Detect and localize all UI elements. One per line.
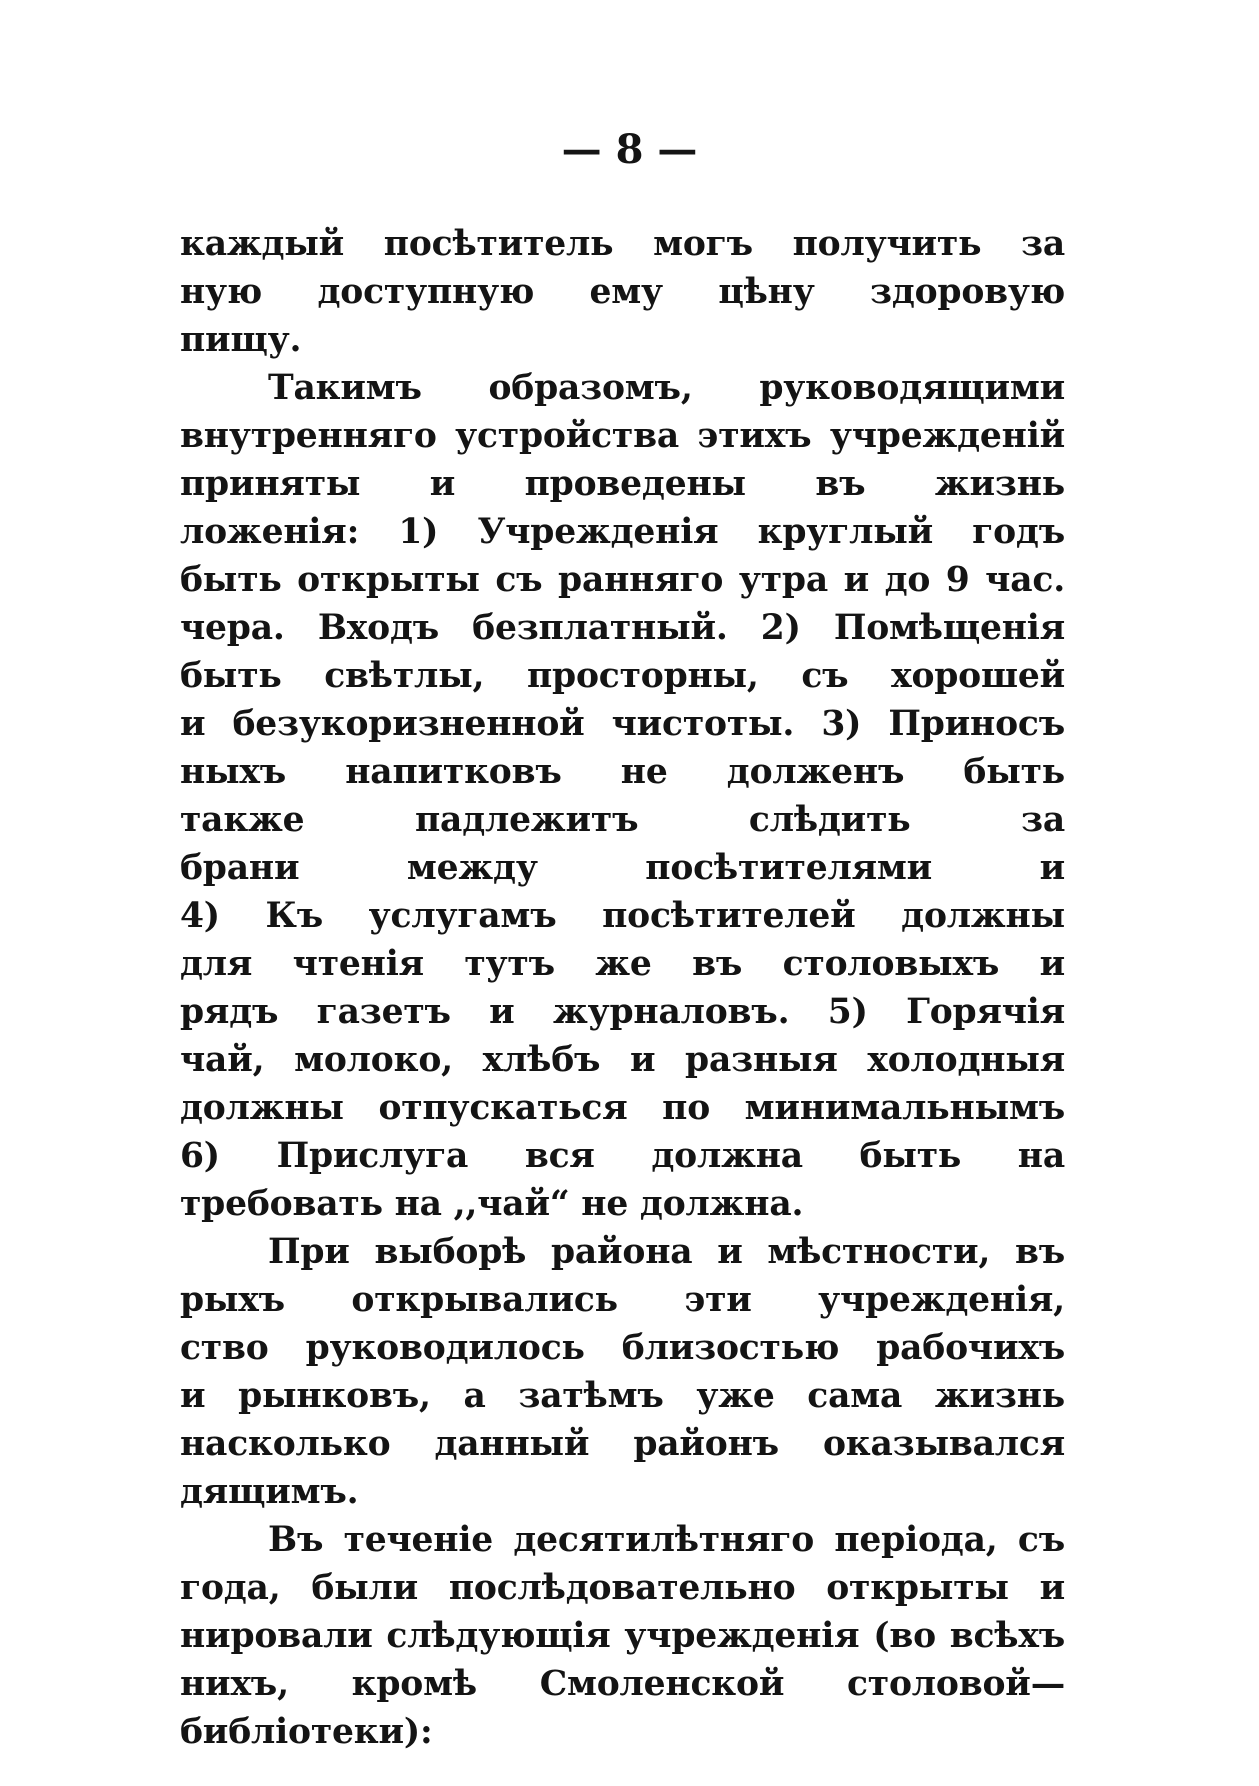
paragraph-1 xyxy=(180,220,1065,364)
text-line: приняты и проведены въ жизнь xyxy=(180,464,1065,504)
text-line: для чтенія тутъ же въ столовыхъ и xyxy=(180,944,1065,984)
text-line: ство руководилось близостью рабочихъ xyxy=(180,1328,1065,1368)
text-line: ложенія: 1) Учрежденія круглый годъ xyxy=(180,512,1065,552)
text-line: Такимъ образомъ, руководящими xyxy=(268,368,1065,408)
text-line: брани между посѣтителями и xyxy=(180,848,1065,888)
text-line: Въ теченіе десятилѣтняго періода, съ xyxy=(268,1520,1065,1560)
text-line: рыхъ открывались эти учрежденія, xyxy=(180,1280,1065,1320)
body-text xyxy=(180,220,1065,1756)
text-line: При выборѣ района и мѣстности, въ xyxy=(268,1232,1065,1272)
text-line: рядъ газетъ и журналовъ. 5) Горячія xyxy=(180,992,1065,1032)
text-line: нировали слѣдующія учрежденія (во всѣхъ xyxy=(180,1616,1065,1656)
paragraph-2 xyxy=(180,364,1065,1228)
paragraph-3 xyxy=(180,1228,1065,1516)
text-line: быть свѣтлы, просторны, съ хорошей xyxy=(180,656,1065,696)
text-line: и рынковъ, а затѣмъ уже сама жизнь xyxy=(180,1376,1065,1416)
text-line: ную доступную ему цѣну здоровую xyxy=(180,272,1065,312)
text-line: нихъ, кромѣ Смоленской столовой— xyxy=(180,1664,1065,1704)
text-line: 4) Къ услугамъ посѣтителей должны xyxy=(180,896,1065,936)
text-line: ныхъ напитковъ не долженъ быть xyxy=(180,752,1065,792)
text-line: также падлежитъ слѣдить за xyxy=(180,800,1065,840)
text-line: должны отпускаться по минимальнымъ xyxy=(180,1088,1065,1128)
text-line: внутренняго устройства этихъ учрежденій xyxy=(180,416,1065,456)
text-line: быть открыты съ ранняго утра и до 9 час. xyxy=(180,560,1065,600)
text-line: библіотеки): xyxy=(180,1712,433,1752)
text-line: чай, молоко, хлѣбъ и разныя холодныя xyxy=(180,1040,1065,1080)
text-line: и безукоризненной чистоты. 3) Приносъ xyxy=(180,704,1065,744)
text-line: года, были послѣдовательно открыты и xyxy=(180,1568,1065,1608)
text-line: 6) Прислуга вся должна быть на xyxy=(180,1136,1065,1176)
paragraph-4 xyxy=(180,1516,1065,1756)
text-line: пищу. xyxy=(180,320,302,360)
text-line: дящимъ. xyxy=(180,1472,359,1512)
text-line: чера. Входъ безплатный. 2) Помѣщенія xyxy=(180,608,1065,648)
page-number: — 8 — xyxy=(561,126,698,173)
text-line: насколько данный районъ оказывался xyxy=(180,1424,1065,1464)
text-line: требовать на ,,чай“ не должна. xyxy=(180,1184,804,1224)
text-line: каждый посѣтитель могъ получить за xyxy=(180,224,1065,264)
